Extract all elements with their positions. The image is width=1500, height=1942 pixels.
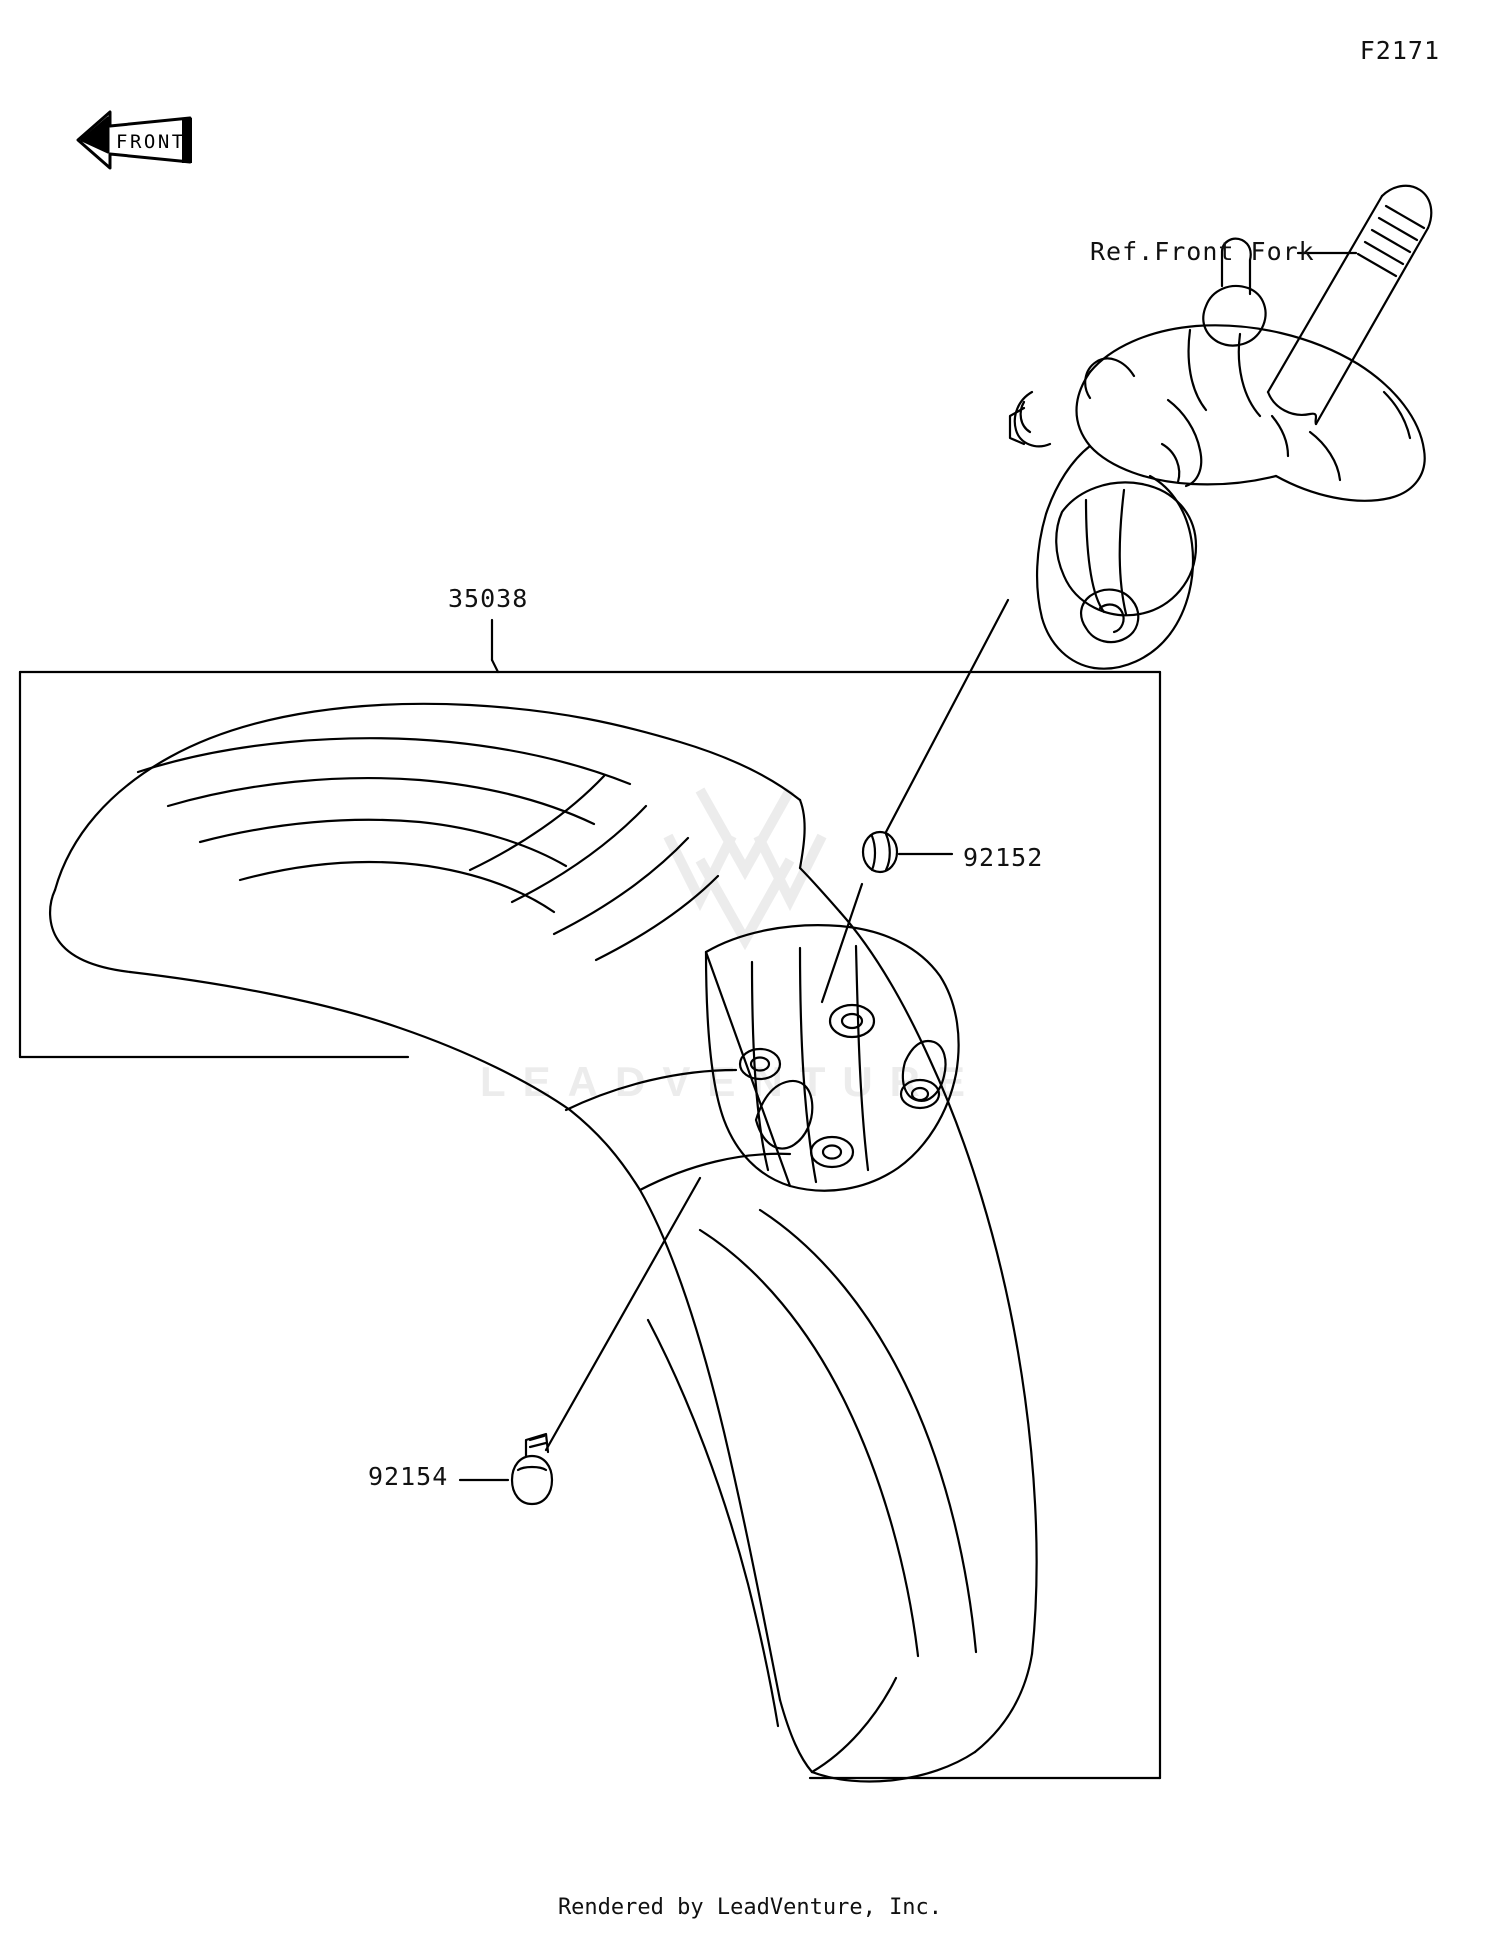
part-label-92154: 92154 — [368, 1462, 449, 1491]
footer-credit: Rendered by LeadVenture, Inc. — [557, 1895, 943, 1920]
part-92152-bolt — [863, 832, 897, 872]
assembly-leader-92152 — [822, 600, 1008, 1002]
part-label-92152: 92152 — [963, 843, 1044, 872]
sheet-code: F2171 — [1359, 36, 1440, 65]
part-label-35038: 35038 — [448, 584, 529, 613]
part-92154-bolt — [512, 1434, 552, 1504]
assembly-leader-92154 — [546, 1178, 700, 1450]
fender-mount-bracket — [706, 925, 959, 1191]
front-direction-badge — [72, 96, 207, 186]
leader-35038 — [492, 620, 498, 672]
watermark-text: LEADVENTURE — [480, 1058, 983, 1105]
ref-front-fork-label: Ref.Front Fork — [1090, 237, 1315, 266]
front-badge-label: FRONT — [116, 131, 186, 153]
